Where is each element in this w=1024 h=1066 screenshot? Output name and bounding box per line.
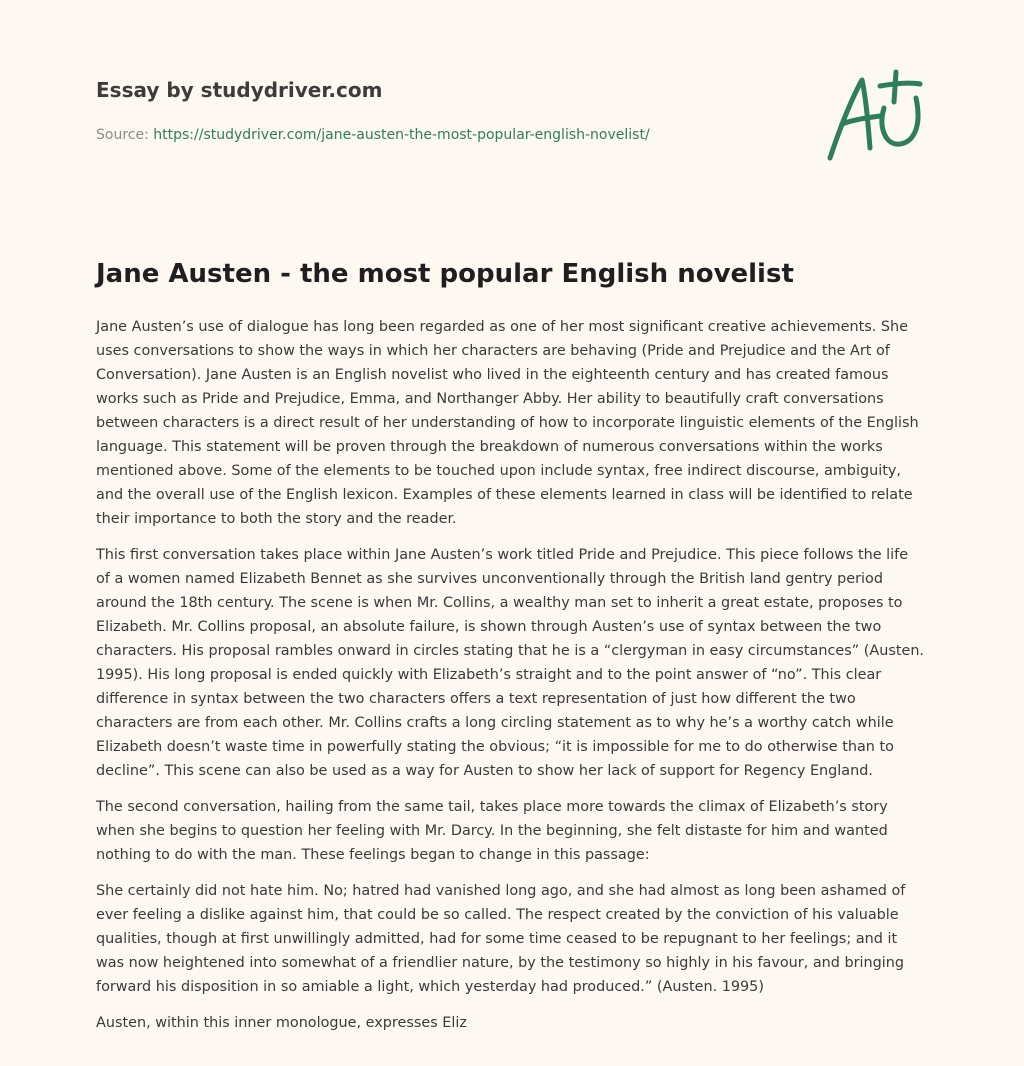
page-header bbox=[96, 76, 796, 145]
block-quote-paragraph: She certainly did not hate him. No; hatred had vanished long ago, and she had almost as long been ashamed of ever feeling a dislike against him, that could be so called. The respect created by the conviction of his valuable qualities, though at first unwillingly admitted, had for some time ceased to be repugnant to her feelings; and it was now heightened into somewhat of a friendlier nature, by the testimony so highly in his favour, and bringing forward his disposition in so amiable a light, which yesterday had produced.” (Austen. 1995) bbox=[96, 883, 906, 995]
paragraph: Jane Austen’s use of dialogue has long been regarded as one of her most significant creative achievements. She uses conversations to show the ways in which her characters are behaving (Pride and Prejudice and the Art of Conversation). Jane Austen is an English novelist who lived in the eighteenth century and has created famous works such as Pride and Prejudice, Emma, and Northanger Abby. Her ability to beautifully craft conversations between characters is a direct result of her understanding of how to incorporate linguistic elements of the English language. This statement will be proven through the breakdown of numerous conversations within the works mentioned above. Some of the elements to be touched upon include syntax, free indirect discourse, ambiguity, and the overall use of the English lexicon. Examples of these elements learned in class will be identified to relate their importance to both the story and the reader. bbox=[96, 319, 919, 527]
document-body bbox=[96, 315, 926, 1047]
paragraph: The second conversation, hailing from the same tail, takes place more towards the climax of Elizabeth’s story when she begins to question her feeling with Mr. Darcy. In the beginning, she felt distaste for him and wanted nothing to do with the man. These feelings began to change in this passage: bbox=[96, 799, 888, 863]
source-line bbox=[96, 125, 796, 145]
source-link[interactable]: https://studydriver.com/jane-austen-the-most-popular-english-novelist/ bbox=[153, 127, 650, 143]
paragraph: This first conversation takes place within Jane Austen’s work titled Pride and Prejudice. This piece follows the life of a women named Elizabeth Bennet as she survives unconventionally through the British land gentry period around the 18th century. The scene is when Mr. Collins, a wealthy man set to inherit a great estate, proposes to Elizabeth. Mr. Collins proposal, an absolute failure, is shown through Austen’s use of syntax between the two characters. His proposal rambles onward in circles stating that he is a “clergyman in easy circumstances” (Austen. 1995). His long proposal is ended quickly with Elizabeth’s straight and to the point answer of “no”. This clear difference in syntax between the two characters offers a text representation of just how different the two characters are from each other. Mr. Collins crafts a long circling statement as to why he’s a worthy catch while Elizabeth doesn’t waste time in powerfully stating the obvious; “it is impossible for me to do otherwise than to decline”. This scene can also be used as a way for Austen to show her lack of support for Regency England. bbox=[96, 547, 925, 779]
paragraph: Austen, within this inner monologue, expresses Eliz bbox=[96, 1015, 467, 1031]
document-title: Jane Austen - the most popular English novelist bbox=[96, 259, 794, 289]
site-title: Essay by studydriver.com bbox=[96, 78, 383, 102]
source-label: Source: bbox=[96, 127, 149, 143]
a-plus-logo-icon bbox=[822, 68, 928, 164]
